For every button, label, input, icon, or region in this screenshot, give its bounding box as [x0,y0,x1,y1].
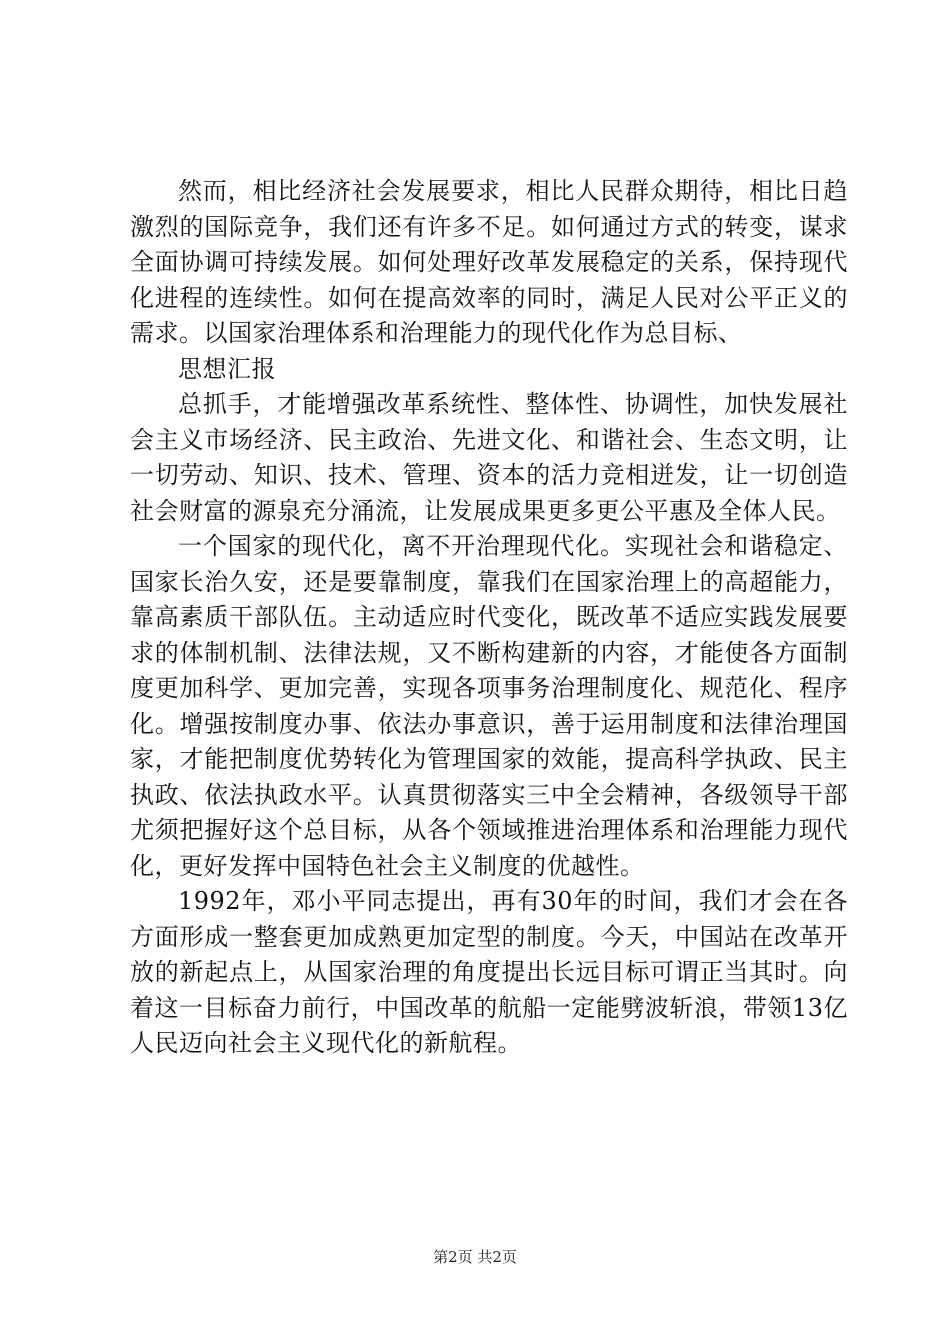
paragraph-heading: 思想汇报 [178,354,276,383]
paragraph-1: 然而，相比经济社会发展要求，相比人民群众期待，相比日趋激烈的国际竞争，我们还有许多不足。如何通过方式的转变，谋求全面协调可持续发展。如何处理好改革发展稳定的关系，保持现代化进程的连续性。如何在提高效率的同时，满足人民对公平正义的需求。以国家治理体系和治理能力的现代化作为总目标、 [130,177,848,347]
page-footer: 第2页 共2页 [433,1248,517,1266]
paragraph-2: 总抓手，才能增强改革系统性、整体性、协调性，加快发展社会主义市场经济、民主政治、先进文化、和谐社会、生态文明，让一切劳动、知识、技术、管理、资本的活力竞相迸发，让一切创造社会财富的源泉充分涌流，让发展成果更多更公平惠及全体人民。 [130,390,848,525]
paragraph-3: 一个国家的现代化，离不开治理现代化。实现社会和谐稳定、国家长治久安，还是要靠制度，靠我们在国家治理上的高超能力，靠高素质干部队伍。主动适应时代变化，既改革不适应实践发展要求的体制机制、法律法规，又不断构建新的内容，才能使各方面制度更加科学、更加完善，实现各项事务治理制度化、规范化、程序化。增强按制度办事、依法办事意识，善于运用制度和法律治理国家，才能把制度优势转化为管理国家的效能，提高科学执政、民主执政、依法执政水平。认真贯彻落实三中全会精神，各级领导干部尤须把握好这个总目标，从各个领域推进治理体系和治理能力现代化，更好发挥中国特色社会主义制度的优越性。 [130,532,848,880]
paragraph-4: 1992年，邓小平同志提出，再有30年的时间，我们才会在各方面形成一整套更加成熟更加定型的制度。今天，中国站在改革开放的新起点上，从国家治理的角度提出长远目标可谓正当其时。向着这一目标奋力前行，中国改革的航船一定能劈波斩浪，带领13亿人民迈向社会主义现代化的新航程。 [130,887,848,1057]
document-body [130,174,848,1062]
